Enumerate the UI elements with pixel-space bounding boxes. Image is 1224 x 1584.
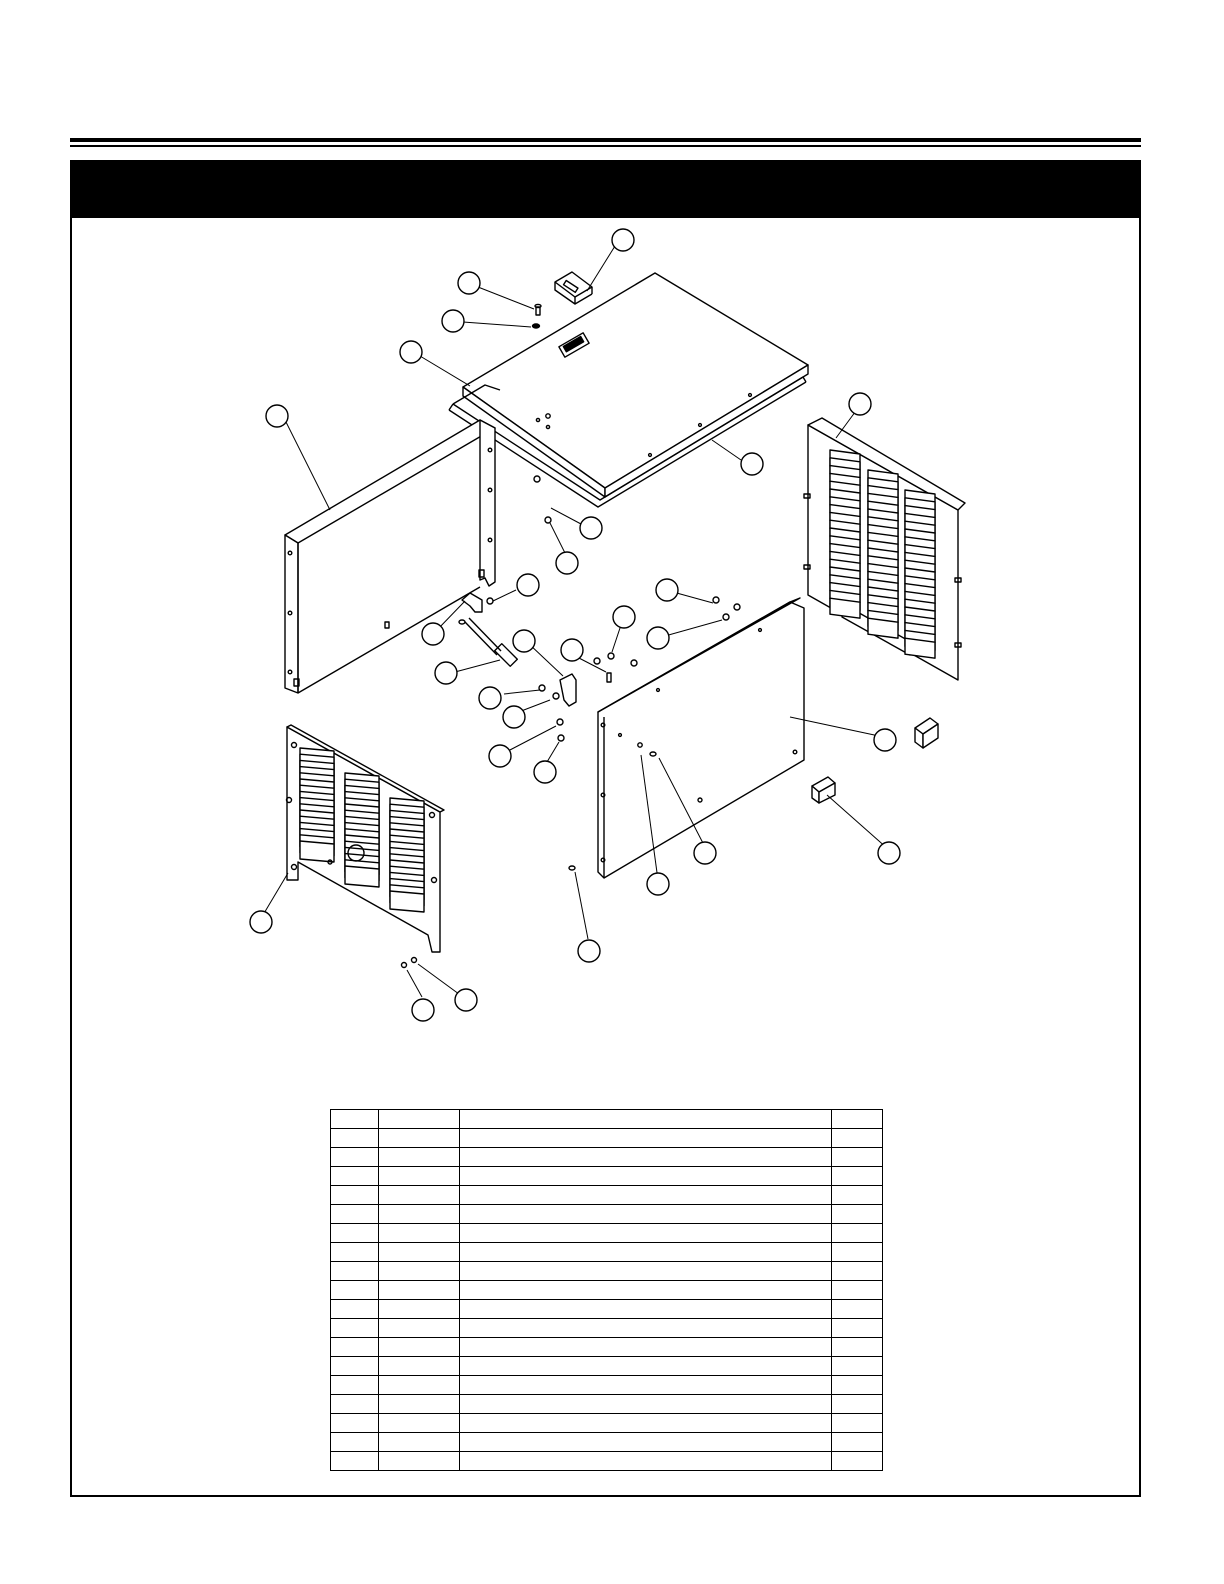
table-cell — [331, 1110, 379, 1129]
table-cell — [331, 1395, 379, 1414]
table-cell — [331, 1243, 379, 1262]
table-cell — [379, 1357, 460, 1376]
table-row — [331, 1186, 883, 1205]
callout-balloon — [435, 662, 457, 684]
table-cell — [379, 1167, 460, 1186]
table-row — [331, 1262, 883, 1281]
table-cell — [460, 1224, 832, 1243]
table-row — [331, 1338, 883, 1357]
table-cell — [460, 1148, 832, 1167]
table-cell — [379, 1281, 460, 1300]
table-cell — [379, 1433, 460, 1452]
table-cell — [460, 1452, 832, 1471]
table-cell — [379, 1110, 460, 1129]
callout-balloon — [412, 999, 434, 1021]
table-cell — [331, 1433, 379, 1452]
callout-balloon — [561, 639, 583, 661]
callout-balloon — [613, 606, 635, 628]
table-cell — [331, 1205, 379, 1224]
table-cell — [331, 1167, 379, 1186]
table-row — [331, 1243, 883, 1262]
table-row — [331, 1414, 883, 1433]
table-cell — [331, 1319, 379, 1338]
table-row — [331, 1129, 883, 1148]
callout-balloon — [647, 627, 669, 649]
table-cell — [379, 1452, 460, 1471]
table-cell — [379, 1262, 460, 1281]
table-cell — [331, 1129, 379, 1148]
table-cell — [379, 1148, 460, 1167]
callout-balloon — [503, 706, 525, 728]
table-cell — [460, 1262, 832, 1281]
callout-balloon — [400, 341, 422, 363]
table-cell — [832, 1148, 883, 1167]
callout-balloon — [694, 842, 716, 864]
table-row — [331, 1300, 883, 1319]
table-cell — [331, 1357, 379, 1376]
louver-slot — [830, 598, 860, 618]
table-cell — [460, 1357, 832, 1376]
table-cell — [460, 1205, 832, 1224]
table-cell — [832, 1167, 883, 1186]
table-row — [331, 1148, 883, 1167]
table-cell — [379, 1186, 460, 1205]
table-cell — [460, 1319, 832, 1338]
right-side-panel — [598, 598, 804, 878]
callout-balloon — [455, 989, 477, 1011]
table-cell — [379, 1376, 460, 1395]
table-cell — [832, 1338, 883, 1357]
table-cell — [331, 1338, 379, 1357]
callout-balloon — [479, 687, 501, 709]
table-cell — [460, 1376, 832, 1395]
table-cell — [832, 1281, 883, 1300]
side-handles — [812, 718, 938, 803]
table-cell — [379, 1338, 460, 1357]
table-cell — [832, 1224, 883, 1243]
rear-grille-panel — [804, 418, 965, 680]
table-cell — [331, 1300, 379, 1319]
table-row — [331, 1395, 883, 1414]
table-cell — [832, 1319, 883, 1338]
callout-balloon — [442, 310, 464, 332]
table-row — [331, 1376, 883, 1395]
table-cell — [379, 1319, 460, 1338]
table-cell — [379, 1205, 460, 1224]
table-cell — [379, 1414, 460, 1433]
table-cell — [460, 1414, 832, 1433]
table-cell — [832, 1395, 883, 1414]
table-cell — [460, 1433, 832, 1452]
parts-list-table — [330, 1109, 883, 1471]
callout-balloon — [612, 229, 634, 251]
louver-slot — [390, 891, 424, 912]
table-cell — [460, 1243, 832, 1262]
callout-balloon — [250, 911, 272, 933]
table-cell — [331, 1262, 379, 1281]
table-row — [331, 1167, 883, 1186]
callout-balloon — [578, 940, 600, 962]
louver-slot — [905, 638, 935, 658]
table-row — [331, 1281, 883, 1300]
table-cell — [460, 1281, 832, 1300]
table-cell — [832, 1376, 883, 1395]
left-side-panel — [285, 420, 495, 693]
louver-slot — [300, 841, 334, 862]
callout-balloon — [458, 272, 480, 294]
table-row — [331, 1224, 883, 1243]
table-cell — [379, 1300, 460, 1319]
table-cell — [832, 1357, 883, 1376]
table-cell — [832, 1414, 883, 1433]
table-cell — [832, 1186, 883, 1205]
table-cell — [832, 1452, 883, 1471]
table-cell — [460, 1110, 832, 1129]
callout-balloon — [580, 517, 602, 539]
callout-balloon — [489, 745, 511, 767]
table-cell — [460, 1167, 832, 1186]
table-cell — [379, 1129, 460, 1148]
table-cell — [460, 1395, 832, 1414]
table-cell — [331, 1376, 379, 1395]
table-cell — [331, 1148, 379, 1167]
callout-balloon — [874, 729, 896, 751]
louver-slot — [345, 866, 379, 887]
callout-balloon — [656, 579, 678, 601]
table-cell — [460, 1300, 832, 1319]
table-cell — [331, 1452, 379, 1471]
callout-balloon — [517, 574, 539, 596]
callout-balloon — [534, 761, 556, 783]
table-cell — [832, 1129, 883, 1148]
callout-balloon — [647, 873, 669, 895]
table-cell — [460, 1338, 832, 1357]
callout-balloon — [513, 630, 535, 652]
callout-balloon — [741, 453, 763, 475]
callout-balloon — [556, 552, 578, 574]
table-cell — [331, 1224, 379, 1243]
callout-balloon — [266, 405, 288, 427]
table-row — [331, 1452, 883, 1471]
table-cell — [331, 1186, 379, 1205]
callout-balloon — [878, 842, 900, 864]
table-row — [331, 1110, 883, 1129]
callout-balloon — [422, 623, 444, 645]
table-row — [331, 1433, 883, 1452]
table-cell — [331, 1414, 379, 1433]
callout-balloon — [849, 393, 871, 415]
table-cell — [832, 1262, 883, 1281]
front-grille-panel — [287, 725, 445, 952]
table-cell — [460, 1129, 832, 1148]
table-cell — [331, 1281, 379, 1300]
table-cell — [379, 1395, 460, 1414]
table-row — [331, 1319, 883, 1338]
table-row — [331, 1357, 883, 1376]
table-cell — [832, 1300, 883, 1319]
table-cell — [832, 1433, 883, 1452]
table-cell — [832, 1205, 883, 1224]
table-cell — [832, 1110, 883, 1129]
table-cell — [460, 1186, 832, 1205]
top-screws — [533, 304, 542, 328]
table-cell — [379, 1224, 460, 1243]
table-cell — [379, 1243, 460, 1262]
table-cell — [832, 1243, 883, 1262]
table-row — [331, 1205, 883, 1224]
top-handle — [555, 272, 592, 304]
louver-slot — [868, 618, 898, 638]
